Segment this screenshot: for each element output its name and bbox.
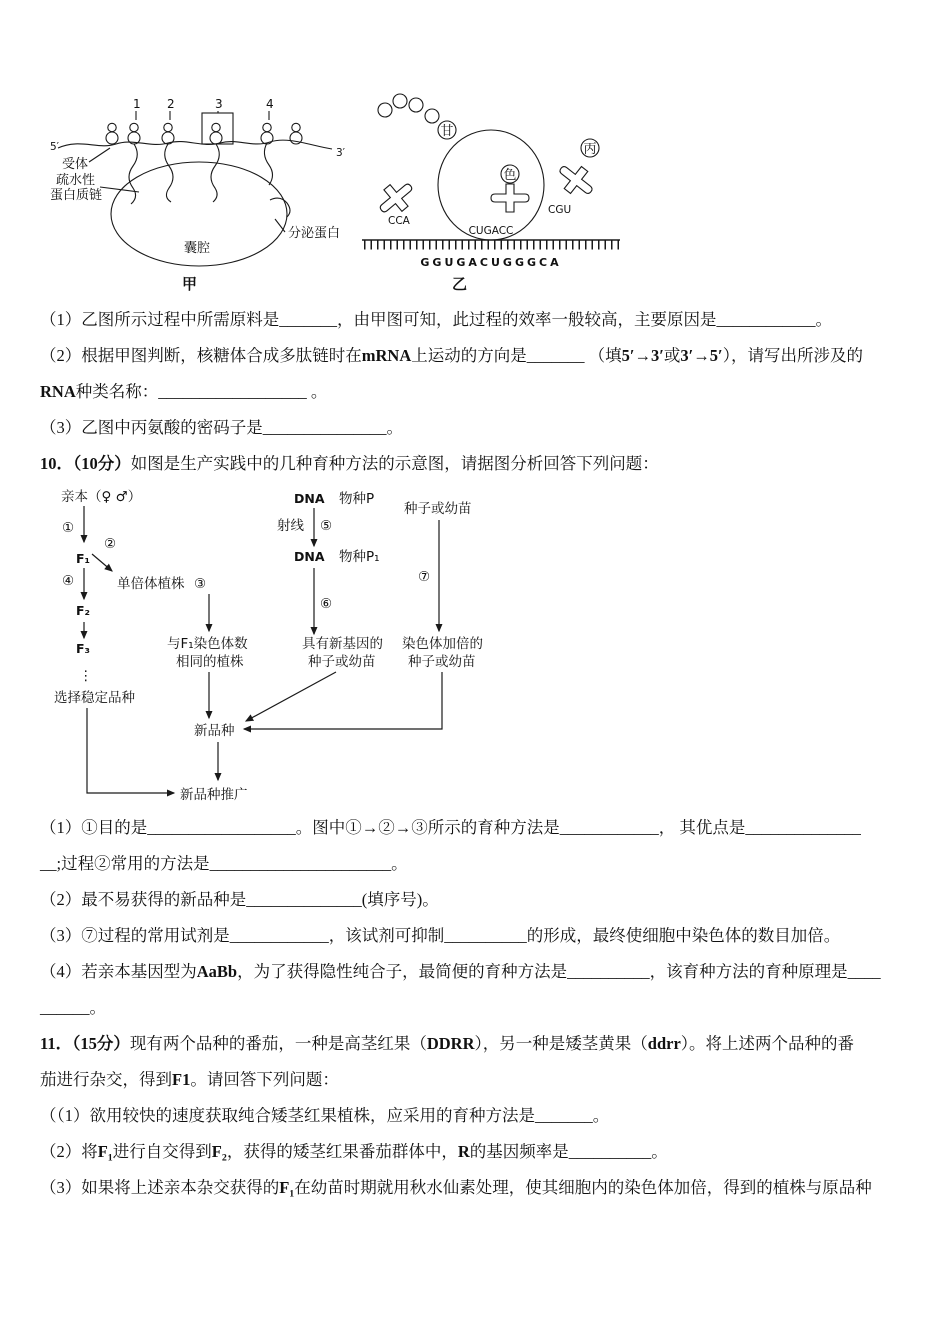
label-codon: CUGACC	[468, 225, 514, 237]
q11-intro-line-2: 茄进行杂交，得到F1。请回答下列问题：	[40, 1070, 339, 1089]
flow-dna-a: DNA	[294, 491, 325, 506]
ribosome-highlight-box	[202, 113, 233, 144]
arrow-select-promotion	[87, 708, 174, 793]
flow-seed-top: 种子或幼苗	[404, 501, 472, 517]
ribosome-number-2: 2	[167, 97, 175, 111]
q9-item-3: （3）乙图中丙氨酸的密码子是_______________。	[40, 418, 403, 437]
label-3-prime: 3′	[336, 147, 346, 159]
label-cgu: CGU	[548, 204, 572, 216]
arrow-f1-haploid	[92, 554, 112, 571]
flow-dna-b: DNA	[294, 549, 325, 564]
mrna-sequence: GGUGACUGGGCA	[420, 256, 562, 269]
q11-item-3: （3）如果将上述亲本杂交获得的F₁在幼苗时期就用秋水仙素处理，使其细胞内的染色体加倍，得到的植株与原品种	[40, 1178, 872, 1197]
q10-item-1-line-2: __;过程②常用的方法是______________________。	[40, 854, 408, 873]
q9-item-2-line-1: （2）根据甲图判断，核糖体合成多肽链时在mRNA上运动的方向是_______ （填5′→3′或3′→5′），请写出所涉及的	[40, 346, 863, 365]
diagram-yi	[362, 94, 620, 293]
flow-f2: F₂	[76, 603, 91, 618]
q10-item-4-line-2: ______。	[40, 998, 106, 1017]
figure-protein-synthesis	[44, 86, 910, 294]
caption-jia: 甲	[182, 275, 198, 293]
flow-new-variety: 新品种	[194, 723, 235, 739]
q10-item-1-line-1: （1）①目的是__________________。图中①→②→③所示的育种方法是____________， 其优点是______________	[40, 818, 861, 837]
flow-step-5: ⑤	[320, 518, 333, 534]
ribosomes	[106, 123, 302, 144]
q10-title: 10．（10分）如图是生产实践中的几种育种方法的示意图，请据图分析回答下列问题：	[40, 454, 659, 473]
flow-step-1: ①	[62, 520, 75, 536]
ribosome-number-4: 4	[266, 97, 274, 111]
flow-species-p1: 物种P₁	[339, 549, 380, 565]
diagram-jia	[50, 97, 346, 293]
flow-step-6: ⑥	[320, 596, 333, 612]
flow-new-gene-1: 具有新基因的	[302, 636, 383, 652]
flow-same-chrom-2: 相同的植株	[176, 654, 244, 670]
q10-item-4-line-1: （4）若亲本基因型为AaBb，为了获得隐性纯合子，最简便的育种方法是__________，该育种方法的育种原理是____	[40, 962, 881, 981]
figure-svg	[44, 86, 624, 294]
ribosome-large	[438, 130, 544, 240]
trna-middle	[491, 184, 529, 212]
ribosome-number-3: 3	[215, 97, 223, 111]
leader-line	[89, 148, 110, 162]
q11-intro-line-1: 11．（15分）现有两个品种的番茄，一种是高茎红果（DDRR），另一种是矮茎黄果（ddrr）。将上述两个品种的番	[40, 1034, 855, 1053]
amino-acid-se: 色	[503, 168, 517, 183]
flow-step-2: ②	[104, 536, 117, 552]
flow-new-gene-2: 种子或幼苗	[308, 654, 376, 670]
flow-parents: 亲本（♀ ♂）	[61, 489, 142, 505]
flowchart-svg	[54, 484, 574, 808]
caption-yi: 乙	[452, 275, 468, 293]
arrow-doubled-newvariety	[244, 672, 442, 729]
label-5-prime: 5′	[50, 141, 60, 153]
flow-doubled-1: 染色体加倍的	[402, 636, 483, 652]
q9-item-1: （1）乙图所示过程中所需原料是_______，由甲图可知，此过程的效率一般较高，主要原因是____________。	[40, 310, 832, 329]
flow-step-7: ⑦	[418, 569, 431, 585]
flow-species-p: 物种P	[339, 491, 375, 507]
q9-item-2-line-2: RNA种类名称：__________________ 。	[40, 382, 328, 401]
flow-promotion: 新品种推广	[180, 787, 248, 803]
label-cca: CCA	[388, 215, 410, 227]
q11-item-2: （2）将F₁进行自交得到F₂，获得的矮茎红果番茄群体中，R的基因频率是__________。	[40, 1142, 668, 1161]
amino-acid-gan: 甘	[440, 124, 454, 139]
trna-right	[552, 157, 599, 202]
arrow-newgene-newvariety	[246, 672, 336, 721]
flow-step-4: ④	[62, 573, 75, 589]
flow-ray: 射线	[277, 518, 304, 534]
flow-doubled-2: 种子或幼苗	[408, 654, 476, 670]
label-hydrophobic: 疏水性	[56, 173, 96, 188]
flow-f3: F₃	[76, 641, 91, 656]
q10-item-3: （3）⑦过程的常用试剂是____________，该试剂可抑制__________的形成，最终使细胞中染色体的数目加倍。	[40, 926, 841, 945]
q10-item-2: （2）最不易获得的新品种是______________(填序号)。	[40, 890, 439, 909]
flow-step-3: ③	[194, 576, 207, 592]
flow-haploid: 单倍体植株	[117, 576, 185, 592]
breeding-flowchart	[54, 484, 910, 808]
label-protein-chain: 蛋白质链	[50, 188, 103, 203]
flow-select-stable: 选择稳定品种	[54, 690, 135, 706]
ribosome-number-1: 1	[133, 97, 141, 111]
label-secreted-protein: 分泌蛋白	[288, 226, 341, 241]
flow-f1: F₁	[76, 551, 91, 566]
label-receptor: 受体	[62, 157, 89, 172]
q11-item-1: （（1）欲用较快的速度获取纯合矮茎红果植株，应采用的育种方法是_______。	[40, 1106, 610, 1125]
leader-line	[275, 219, 285, 232]
amino-acid-bing: 丙	[583, 142, 597, 157]
flow-same-chrom-1: 与F₁染色体数	[167, 636, 248, 652]
label-lumen: 囊腔	[184, 241, 211, 256]
flow-ellipsis: ⋮	[79, 668, 93, 684]
